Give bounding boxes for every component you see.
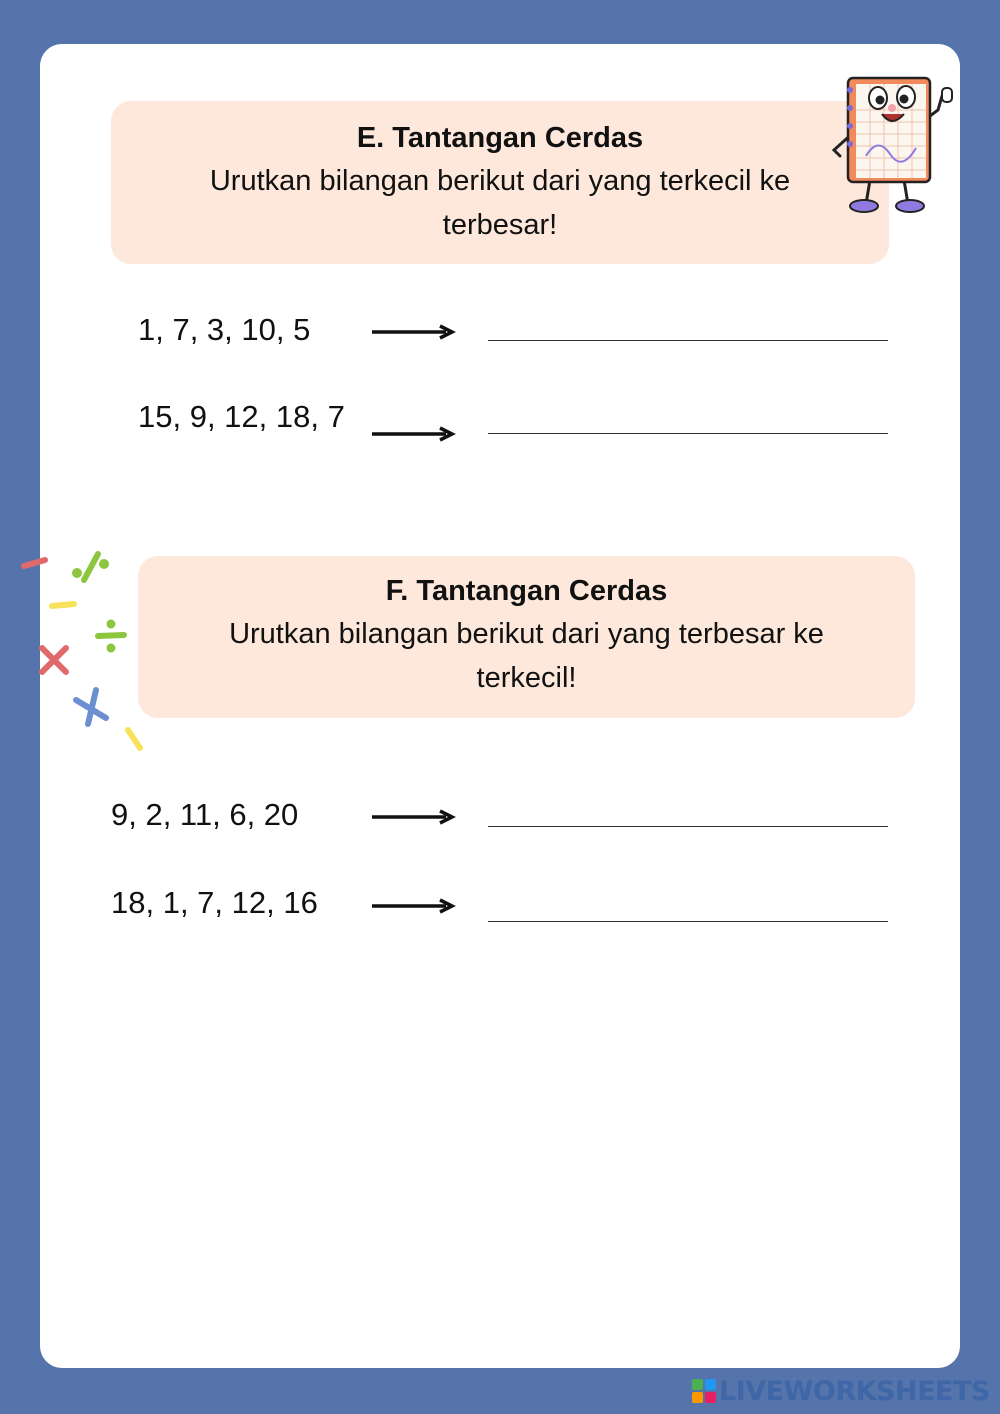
section-f-header <box>138 556 915 718</box>
number-sequence: 9, 2, 11, 6, 20 <box>111 797 299 832</box>
answer-line[interactable] <box>488 921 888 922</box>
arrow-right-icon <box>372 426 456 442</box>
brand-text: LIVEWORKSHEETS <box>719 1375 990 1407</box>
section-e-title: E. Tantangan Cerdas <box>356 122 644 154</box>
section-f-item-1 <box>0 794 1000 844</box>
arrow-right-icon <box>372 809 456 825</box>
number-sequence: 15, 9, 12, 18, 7 <box>138 399 345 434</box>
section-f-instruction: Urutkan bilangan berikut dari yang terbesar ke terkecil! <box>229 618 824 694</box>
number-sequence: 1, 7, 3, 10, 5 <box>138 312 311 347</box>
answer-line[interactable] <box>488 433 888 434</box>
section-e-header <box>111 101 889 264</box>
answer-line[interactable] <box>488 340 888 341</box>
section-f-title: F. Tantangan Cerdas <box>385 575 668 607</box>
section-f-item-2 <box>0 882 1000 932</box>
section-e-instruction: Urutkan bilangan berikut dari yang terkecil ke terbesar! <box>209 165 791 241</box>
number-sequence: 18, 1, 7, 12, 16 <box>111 885 318 920</box>
arrow-right-icon <box>372 898 456 914</box>
answer-line[interactable] <box>488 826 888 827</box>
arrow-right-icon <box>372 324 456 340</box>
section-e-item-1 <box>0 306 1000 356</box>
liveworksheets-brand <box>692 1374 990 1408</box>
liveworksheets-logo-icon <box>692 1379 716 1403</box>
section-e-item-2 <box>0 394 1000 444</box>
notebook-mascot-icon <box>826 70 954 216</box>
